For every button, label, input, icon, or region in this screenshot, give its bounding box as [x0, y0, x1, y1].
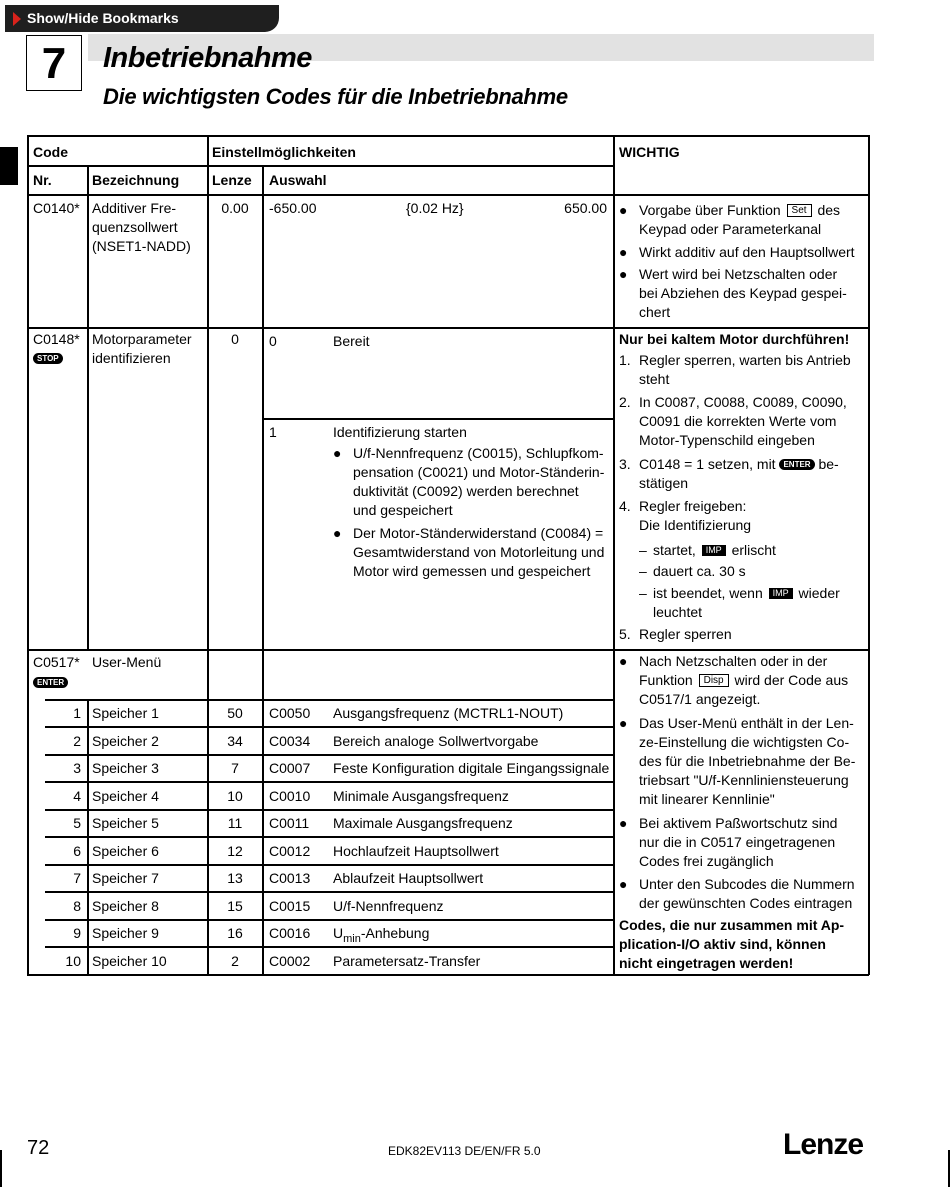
- step-5: 5. Regler sperren: [619, 626, 732, 642]
- option-0-value: 0: [269, 333, 277, 349]
- note-c0517-4: ● Unter den Subcodes die Nummern der gewünschten Codes eintragen: [619, 876, 855, 911]
- user-menu-lenze: 13: [227, 870, 243, 886]
- user-menu-lenze: 15: [227, 898, 243, 914]
- header-einstellmoeglichkeiten: Einstellmöglichkeiten: [212, 144, 356, 160]
- note-c0140-1: ● Vorgabe über Funktion Set des Keypad oder Parameterkanal: [619, 202, 841, 237]
- user-menu-index: 7: [73, 870, 81, 886]
- note-c0140-3: ● Wert wird bei Netzschalten oder bei Abziehen des Keypad gespei- chert: [619, 266, 847, 320]
- option-1-bullet-2: ● Der Motor-Ständerwiderstand (C0084) = Gesamtwiderstand von Motorleitung und Motor wird gemessen und gespeichert: [333, 525, 605, 579]
- bezeichnung-c0517: User-Menü: [92, 654, 162, 670]
- note-c0517-3: ● Bei aktivem Paßwortschutz sind nur die in C0517 eingetragenen Codes frei zugänglich: [619, 815, 838, 869]
- user-menu-lenze: 34: [227, 733, 243, 749]
- show-hide-bookmarks-tab[interactable]: [5, 5, 279, 32]
- header-lenze: Lenze: [212, 172, 252, 188]
- user-menu-lenze: 7: [231, 760, 239, 776]
- user-menu-code: C0013: [269, 870, 311, 886]
- step-4-dash-3: – ist beendet, wenn IMP wieder leuchtet: [639, 585, 840, 620]
- enter-key-icon: ENTER: [779, 459, 814, 470]
- user-menu-name: Speicher 7: [92, 870, 159, 886]
- user-menu-name: Speicher 9: [92, 925, 159, 941]
- user-menu-description: U/f-Nennfrequenz: [333, 898, 444, 914]
- option-1-text: Identifizierung starten: [333, 424, 467, 440]
- user-menu-index: 3: [73, 760, 81, 776]
- user-menu-name: Speicher 8: [92, 898, 159, 914]
- user-menu-description: Parametersatz-Transfer: [333, 953, 481, 969]
- user-menu-code: C0002: [269, 953, 311, 969]
- user-menu-description: Feste Konfiguration digitale Eingangssignale: [333, 760, 610, 776]
- document-id: EDK82EV113 DE/EN/FR 5.0: [388, 1144, 541, 1158]
- user-menu-code: C0050: [269, 705, 311, 721]
- user-menu-name: Speicher 5: [92, 815, 159, 831]
- user-menu-index: 4: [73, 788, 81, 804]
- stop-key-icon: STOP: [33, 353, 63, 364]
- code-c0148: C0148*: [33, 331, 80, 347]
- user-menu-lenze: 11: [227, 815, 243, 831]
- crop-mark-left: [0, 1150, 2, 1187]
- user-menu-name: Speicher 10: [92, 953, 167, 969]
- note-c0517-bold: Codes, die nur zusammen mit Ap- plication-I/O aktiv sind, können nicht eingetragen werden!: [619, 917, 845, 971]
- lenze-c0140: 0.00: [221, 200, 249, 216]
- user-menu-code: C0010: [269, 788, 311, 804]
- user-menu-description: Maximale Ausgangsfrequenz: [333, 815, 513, 831]
- user-menu-lenze: 12: [227, 843, 243, 859]
- user-menu-index: 10: [65, 953, 81, 969]
- user-menu-lenze: 2: [231, 953, 239, 969]
- user-menu-description: Ablaufzeit Hauptsollwert: [333, 870, 484, 886]
- user-menu-code: C0015: [269, 898, 311, 914]
- step-1: 1. Regler sperren, warten bis Antrieb steht: [619, 352, 851, 387]
- enter-key-icon: ENTER: [33, 677, 68, 688]
- user-menu-description: $U_{min}$-Anhebung: [333, 925, 430, 945]
- user-menu-code: C0007: [269, 760, 311, 776]
- c0148-warning: Nur bei kaltem Motor durchführen!: [619, 331, 850, 347]
- option-1-value: 1: [269, 424, 277, 440]
- imp-led-icon: IMP: [769, 588, 793, 599]
- user-menu-code: C0011: [269, 815, 310, 831]
- step-c0140: {0.02 Hz}: [406, 200, 464, 216]
- step-4-dash-2: – dauert ca. 30 s: [639, 563, 746, 579]
- option-0-text: Bereit: [333, 333, 370, 349]
- bezeichnung-c0148: Motorparameter identifizieren: [92, 331, 192, 366]
- header-wichtig: WICHTIG: [619, 144, 680, 160]
- imp-led-icon: IMP: [702, 545, 726, 556]
- user-menu-description: Minimale Ausgangsfrequenz: [333, 788, 509, 804]
- user-menu-index: 1: [73, 705, 81, 721]
- user-menu-name: Speicher 1: [92, 705, 159, 721]
- note-c0140-2: ● Wirkt additiv auf den Hauptsollwert: [619, 244, 855, 260]
- user-menu-description: Bereich analoge Sollwertvorgabe: [333, 733, 539, 749]
- note-c0517-2: ● Das User-Menü enthält in der Len- ze-Einstellung die wichtigsten Co- des für die Inbetriebnahme der Be- triebsart "U/f-Kennliniensteuerung mit linearer Kennlinie": [619, 715, 856, 807]
- code-c0140: C0140*: [33, 200, 80, 216]
- bookmark-tab-label: Show/Hide Bookmarks: [27, 10, 179, 26]
- lenze-logo: Lenze: [783, 1128, 864, 1161]
- user-menu-name: Speicher 6: [92, 843, 159, 859]
- code-c0517: C0517*: [33, 654, 80, 670]
- user-menu-name: Speicher 4: [92, 788, 159, 804]
- user-menu-index: 6: [73, 843, 81, 859]
- step-4: 4. Regler freigeben: Die Identifizierung: [619, 498, 752, 533]
- disp-key-icon: Disp: [699, 674, 729, 687]
- header-bezeichnung: Bezeichnung: [92, 172, 180, 188]
- chapter-number: 7: [26, 35, 82, 91]
- user-menu-name: Speicher 2: [92, 733, 159, 749]
- header-auswahl: Auswahl: [269, 172, 327, 188]
- user-menu-lenze: 16: [227, 925, 243, 941]
- user-menu-lenze: 10: [227, 788, 243, 804]
- page-number: 72: [27, 1137, 50, 1159]
- page-subtitle: Die wichtigsten Codes für die Inbetriebnahme: [103, 84, 568, 109]
- header-nr: Nr.: [33, 172, 52, 188]
- option-1-bullet-1: ● U/f-Nennfrequenz (C0015), Schlupfkom- pensation (C0021) und Motor-Ständerin- duktivität (C0092) werden berechnet und gespeichert: [333, 445, 605, 518]
- max-c0140: 650.00: [564, 200, 607, 216]
- step-3: 3. C0148 = 1 setzen, mit ENTER be- stätigen: [619, 456, 839, 491]
- step-2: 2. In C0087, C0088, C0089, C0090, C0091 die korrekten Werte vom Motor-Typenschild eingeben: [619, 394, 847, 448]
- user-menu-index: 5: [73, 815, 81, 831]
- user-menu-description: Ausgangsfrequenz (MCTRL1-NOUT): [333, 705, 564, 721]
- user-menu-code: C0034: [269, 733, 311, 749]
- user-menu-lenze: 50: [227, 705, 243, 721]
- header-code: Code: [33, 144, 68, 160]
- user-menu-code: C0016: [269, 925, 311, 941]
- lenze-c0148: 0: [231, 331, 239, 347]
- user-menu-index: 8: [73, 898, 81, 914]
- page-title: Inbetriebnahme: [103, 42, 312, 74]
- min-c0140: -650.00: [269, 200, 317, 216]
- bezeichnung-c0140: Additiver Fre- quenzsollwert (NSET1-NADD): [92, 200, 191, 254]
- user-menu-name: Speicher 3: [92, 760, 159, 776]
- step-4-dash-1: – startet, IMP erlischt: [639, 542, 776, 558]
- user-menu-code: C0012: [269, 843, 311, 859]
- user-menu-description: Hochlaufzeit Hauptsollwert: [333, 843, 499, 859]
- user-menu-index: 9: [73, 925, 81, 941]
- note-c0517-1: ● Nach Netzschalten oder in der Funktion Disp wird der Code aus C0517/1 angezeigt.: [619, 653, 849, 707]
- triangle-right-icon: [13, 12, 21, 26]
- chapter-marker: [0, 147, 18, 185]
- user-menu-index: 2: [73, 733, 81, 749]
- set-key-icon: Set: [787, 204, 812, 217]
